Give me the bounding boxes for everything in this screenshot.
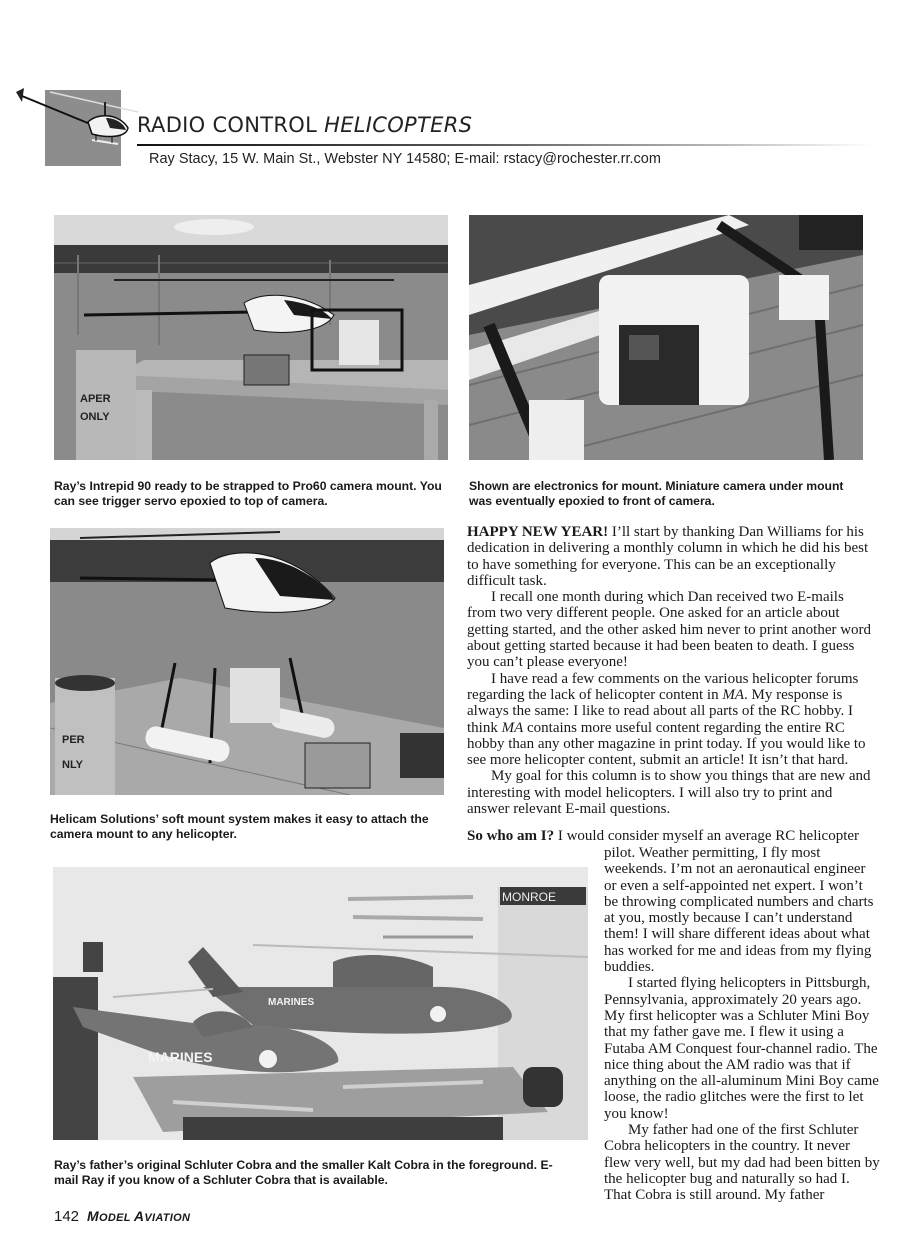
paragraph-two-emails: I recall one month during which Dan received two E-mails from two very different people. One asked for an article about getting started, and the other asked him never to print another word about getting started because it had been beaten to death. I guess you can’t please everyone! [467, 589, 872, 671]
photo-caption-3: Helicam Solutions’ soft mount system makes it easy to attach the camera mount to any helicopter. [50, 812, 429, 841]
svg-text:APER: APER [80, 393, 111, 405]
lead-in-happy-new-year: HAPPY NEW YEAR! [467, 524, 609, 540]
svg-text:ONLY: ONLY [80, 411, 110, 423]
photo-mount-electronics [469, 215, 863, 460]
paragraph-forums: I have read a few comments on the various helicopter forums regarding the lack of helicopter content in MA. My response is always the same: I like to read about all parts of the RC hobby. I think MA contains more useful content regarding the entire RC hobby than any other magazine in print today. If you would like to see more helicopter content, submit an article! It isn’t that hard. [467, 670, 866, 769]
article-wrap-column [604, 845, 880, 1204]
page-folio [54, 1208, 190, 1225]
header-rule [137, 144, 872, 146]
helicopter-logo-icon [10, 84, 140, 154]
paragraph-so-who-cont: pilot. Weather permitting, I fly most weekends. I’m not an aeronautical engineer or even a self-appointed net expert. I won’t be throwing complicated numbers and charts at you, mostly because I can’t understand them! I will share different ideas about what has worked for me and ideas from my flying buddies. [604, 845, 874, 976]
author-byline: Ray Stacy, 15 W. Main St., Webster NY 14580; E-mail: rstacy@rochester.rr.com [149, 151, 661, 167]
page-number: 142 [54, 1208, 80, 1225]
paragraph-goal: My goal for this column is to show you things that are new and interesting with model helicopters. I will also try to print and answer relevant E-mail questions. [467, 768, 871, 818]
marines-text-large-heli: MARINES [268, 997, 315, 1008]
monroe-sign-text: MONROE [502, 890, 556, 904]
paragraph-so-who-first-line: So who am I? I would consider myself an average RC helicopter [467, 828, 860, 844]
paragraph-schluter-cobra: My father had one of the first Schluter Cobra helicopters in the country. It never flew very well, but my dad had been bitten by the helicopter bug and naturally so had I. That Cobra is still around. My father [604, 1122, 880, 1204]
lead-in-so-who-am-i: So who am I? [467, 828, 555, 844]
photo-caption-1: Ray’s Intrepid 90 ready to be strapped to Pro60 camera mount. You can see trigger servo epoxied to top of camera. [54, 479, 442, 508]
svg-text:PER: PER [62, 734, 85, 746]
svg-text:NLY: NLY [62, 759, 83, 771]
photo-caption-2: Shown are electronics for mount. Miniature camera under mount was eventually epoxied to front of camera. [469, 479, 844, 508]
photo-caption-4: Ray’s father’s original Schluter Cobra and the smaller Kalt Cobra in the foreground. E-mail Ray if you know of a Schluter Cobra that is available. [54, 1158, 553, 1187]
photo-helicam-soft-mount [50, 528, 444, 795]
marines-text-small-heli: MARINES [148, 1049, 213, 1065]
magazine-name: MODEL AVIATION [87, 1208, 191, 1224]
paragraph-happy-new-year: HAPPY NEW YEAR! I’ll start by thanking Dan Williams for his dedication in delivering a monthly column in which he did his best to have something for everyone. This can be an exceptionally difficult task. [467, 524, 869, 589]
photo-cobra-helicopters [53, 867, 588, 1140]
paragraph-pittsburgh: I started flying helicopters in Pittsburgh, Pennsylvania, approximately 20 years ago. My first helicopter was a Schluter Mini Boy that my father gave me. I flew it using a Futaba AM Conquest four-channel radio. The nice thing about the AM radio was that if anything on the all-aluminum Mini Boy came loose, the radio glitches were the first to let you know! [604, 975, 879, 1122]
column-title: RADIO CONTROL HELICOPTERS [137, 113, 473, 137]
photo-intrepid-on-table [54, 215, 448, 460]
column-title-italic: HELICOPTERS [324, 113, 473, 137]
article-right-column [467, 524, 872, 817]
